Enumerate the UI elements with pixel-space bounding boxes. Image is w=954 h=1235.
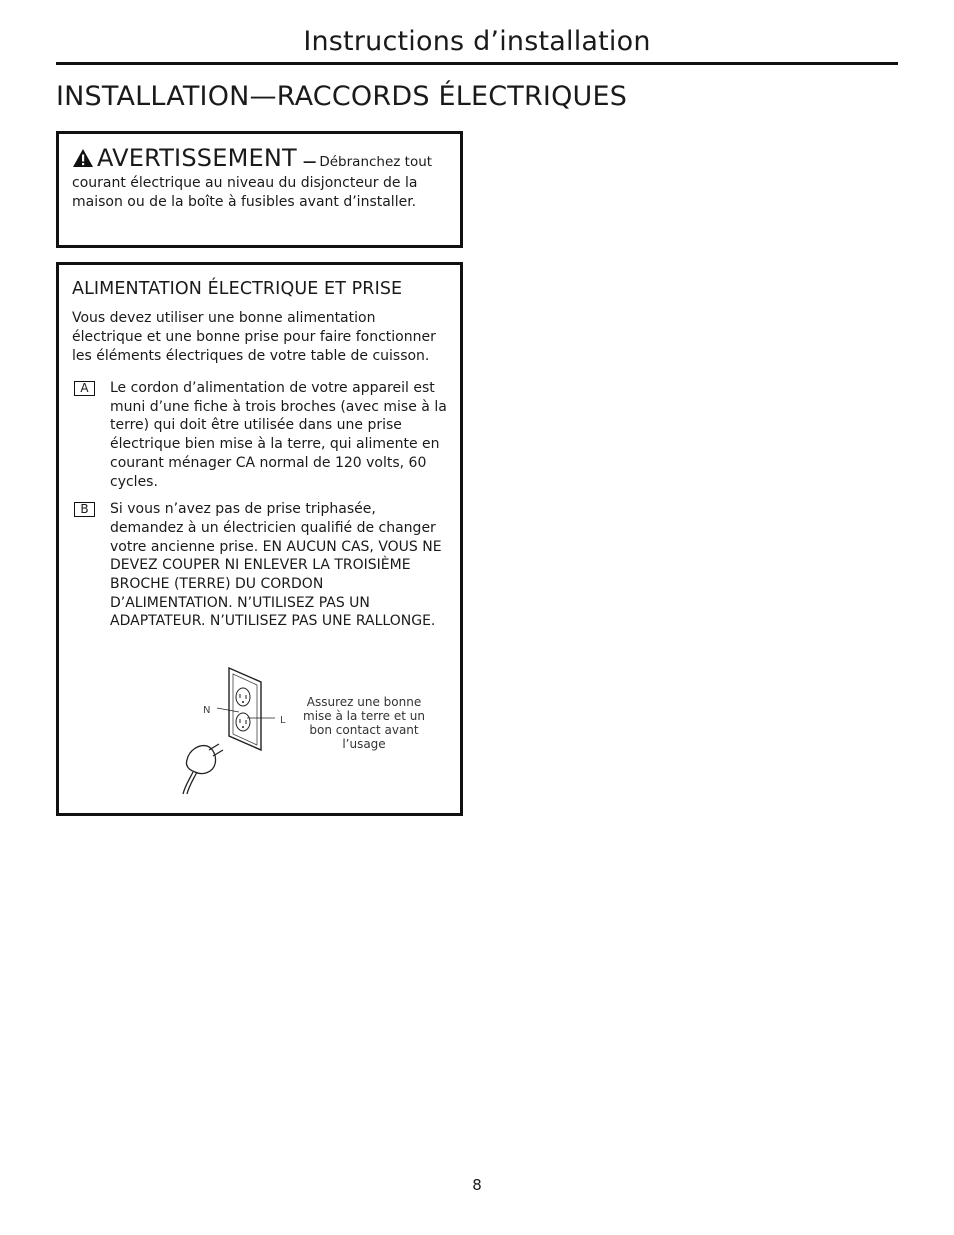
warning-box: [56, 131, 463, 248]
warning-dash: —: [302, 154, 317, 170]
item-text-a: Le cordon d’alimentation de votre appareil est muni d’une fiche à trois broches (avec mise à la terre) qui doit être utilisée dans une prise électrique bien mise à la terre, qui alimente en courant ménager CA normal de 120 volts, 60 cycles.: [110, 380, 447, 490]
page-number: 8: [472, 1176, 482, 1194]
warning-word: AVERTISSEMENT: [97, 144, 297, 172]
item-marker-b: B: [74, 502, 95, 517]
page-header: Instructions d’installation: [56, 22, 898, 65]
power-supply-box: [56, 262, 463, 816]
instruction-item-a: [72, 379, 448, 491]
outlet-plug-illustration: [159, 660, 299, 800]
power-supply-heading: ALIMENTATION ÉLECTRIQUE ET PRISE: [72, 279, 403, 299]
warning-text: courant électrique au niveau du disjoncteur de la maison ou de la boîte à fusibles avant d’installer.: [72, 175, 418, 210]
warning-text-start: Débranchez tout: [319, 154, 433, 170]
item-text-b: Si vous n’avez pas de prise triphasée, demandez à un électricien qualifié de changer votre ancienne prise. EN AUCUN CAS, VOUS NE DEVEZ COUPER NI ENLEVER LA TROISIÈME BROCHE (TERRE) DU CORDON D’ALIMENTATION. N’UTILISEZ PAS UN ADAPTATEUR. N’UTILISEZ PAS UNE RALLONGE.: [110, 501, 442, 630]
grounding-note: Assurez une bonne mise à la terre et un bon contact avant l’usage: [303, 695, 425, 751]
neutral-label: N: [203, 705, 211, 716]
section-title: INSTALLATION—RACCORDS ÉLECTRIQUES: [56, 81, 628, 112]
line-label: L: [280, 715, 286, 726]
warning-triangle-icon: [72, 148, 94, 174]
instruction-item-b: [72, 500, 448, 631]
item-marker-a: A: [74, 381, 95, 396]
warning-heading: [72, 144, 448, 174]
grounded-outlet-diagram: [159, 660, 459, 800]
power-supply-intro: Vous devez utiliser une bonne alimentation électrique et une bonne prise pour faire fonctionner les éléments électriques de votre table de cuisson.: [72, 310, 436, 364]
